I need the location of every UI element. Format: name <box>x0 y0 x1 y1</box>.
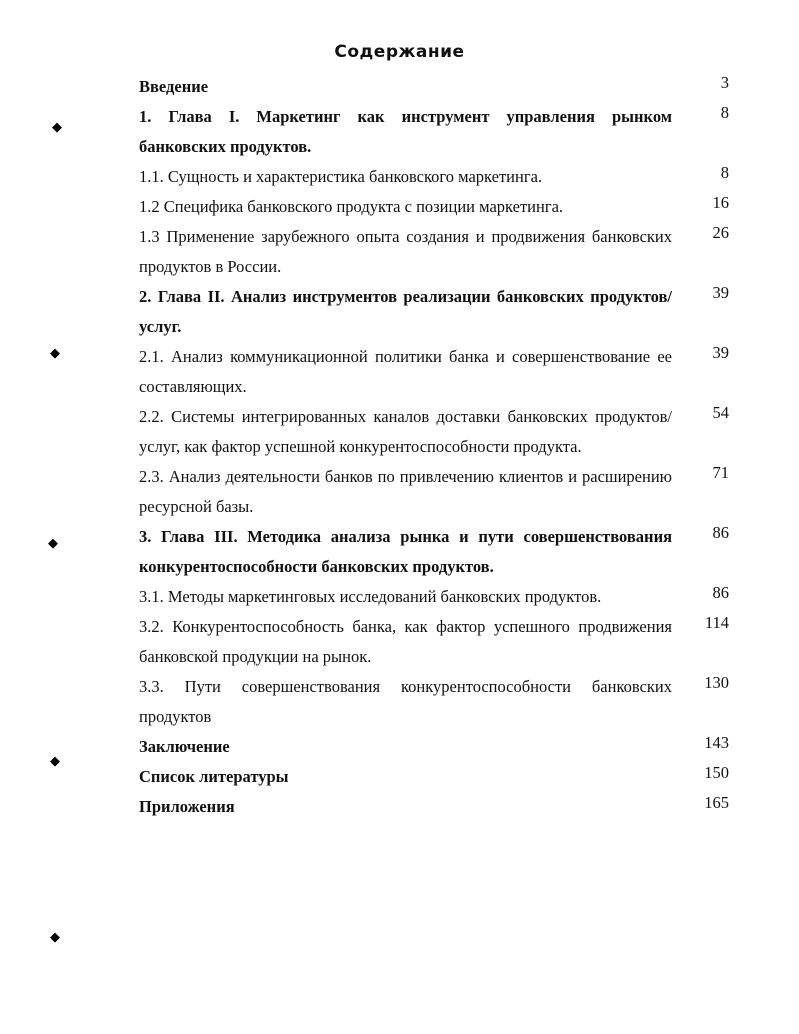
toc-entry-label: Введение <box>139 77 209 96</box>
toc-entry-label: 3.3. Пути совершенствования конкурентоспособности банковских продуктов <box>139 677 672 726</box>
toc-entry-page: 165 <box>704 793 729 812</box>
toc-entry-page: 26 <box>712 223 729 242</box>
toc-entry-section-1-2 <box>139 192 729 222</box>
toc-entry-label: 3.1. Методы маркетинговых исследований банковских продуктов. <box>139 587 602 606</box>
toc-entry-page: 8 <box>720 103 729 122</box>
toc-entry-page: 130 <box>704 673 729 692</box>
toc-entry-page: 86 <box>712 523 729 542</box>
toc-entry-bibliography <box>139 762 729 792</box>
toc-entry-label: 3. Глава III. Методика анализа рынка и пути совершенствования конкурентоспособности банковских продуктов. <box>139 527 672 576</box>
toc-entry-page: 86 <box>712 583 729 602</box>
toc-entry-introduction <box>139 72 729 102</box>
toc-entry-section-3-3 <box>139 672 729 732</box>
toc-entry-section-3-1 <box>139 582 729 612</box>
toc-entry-label: Заключение <box>139 737 230 756</box>
toc-entry-label: Приложения <box>139 797 235 816</box>
toc-entry-chapter-3 <box>139 522 729 582</box>
toc-entry-page: 143 <box>704 733 729 752</box>
toc-entry-conclusion <box>139 732 729 762</box>
toc-entry-label: 1.1. Сущность и характеристика банковского маркетинга. <box>139 167 543 186</box>
toc-entry-label: 2.1. Анализ коммуникационной политики банка и совершенствование ее составляющих. <box>139 347 672 396</box>
scan-mark: ◆ <box>48 536 58 551</box>
toc-entry-page: 114 <box>704 613 729 632</box>
table-of-contents <box>139 72 729 822</box>
toc-entry-page: 150 <box>704 763 729 782</box>
toc-entry-page: 71 <box>712 463 729 482</box>
toc-entry-section-2-1 <box>139 342 729 402</box>
toc-entry-label: 2.2. Системы интегрированных каналов доставки банковских продуктов/услуг, как фактор успешной конкурентоспособности продукта. <box>139 407 672 456</box>
toc-entry-page: 3 <box>720 73 729 92</box>
toc-entry-section-2-2 <box>139 402 729 462</box>
toc-entry-section-2-3 <box>139 462 729 522</box>
toc-entry-label: 2. Глава II. Анализ инструментов реализации банковских продуктов/услуг. <box>139 287 672 336</box>
scan-mark: ◆ <box>50 754 60 769</box>
scan-mark: ◆ <box>50 930 60 945</box>
scan-mark: ◆ <box>50 346 60 361</box>
toc-entry-label: 1.2 Специфика банковского продукта с позиции маркетинга. <box>139 197 564 216</box>
toc-entry-section-1-1 <box>139 162 729 192</box>
toc-entry-page: 39 <box>712 283 729 302</box>
toc-entry-page: 39 <box>712 343 729 362</box>
toc-entry-label: 1. Глава I. Маркетинг как инструмент управления рынком банковских продуктов. <box>139 107 672 156</box>
toc-entry-label: Список литературы <box>139 767 289 786</box>
toc-entry-chapter-2 <box>139 282 729 342</box>
toc-entry-section-1-3 <box>139 222 729 282</box>
toc-entry-label: 2.3. Анализ деятельности банков по привлечению клиентов и расширению ресурсной базы. <box>139 467 672 516</box>
toc-entry-chapter-1 <box>139 102 729 162</box>
toc-entry-appendices <box>139 792 729 822</box>
toc-entry-label: 3.2. Конкурентоспособность банка, как фактор успешного продвижения банковской продукции на рынок. <box>139 617 672 666</box>
scan-mark: ◆ <box>52 120 62 135</box>
toc-entry-label: 1.3 Применение зарубежного опыта создания и продвижения банковских продуктов в России. <box>139 227 672 276</box>
toc-entry-section-3-2 <box>139 612 729 672</box>
toc-entry-page: 8 <box>720 163 729 182</box>
page-title: Содержание <box>334 42 465 62</box>
toc-entry-page: 16 <box>712 193 729 212</box>
toc-entry-page: 54 <box>712 403 729 422</box>
